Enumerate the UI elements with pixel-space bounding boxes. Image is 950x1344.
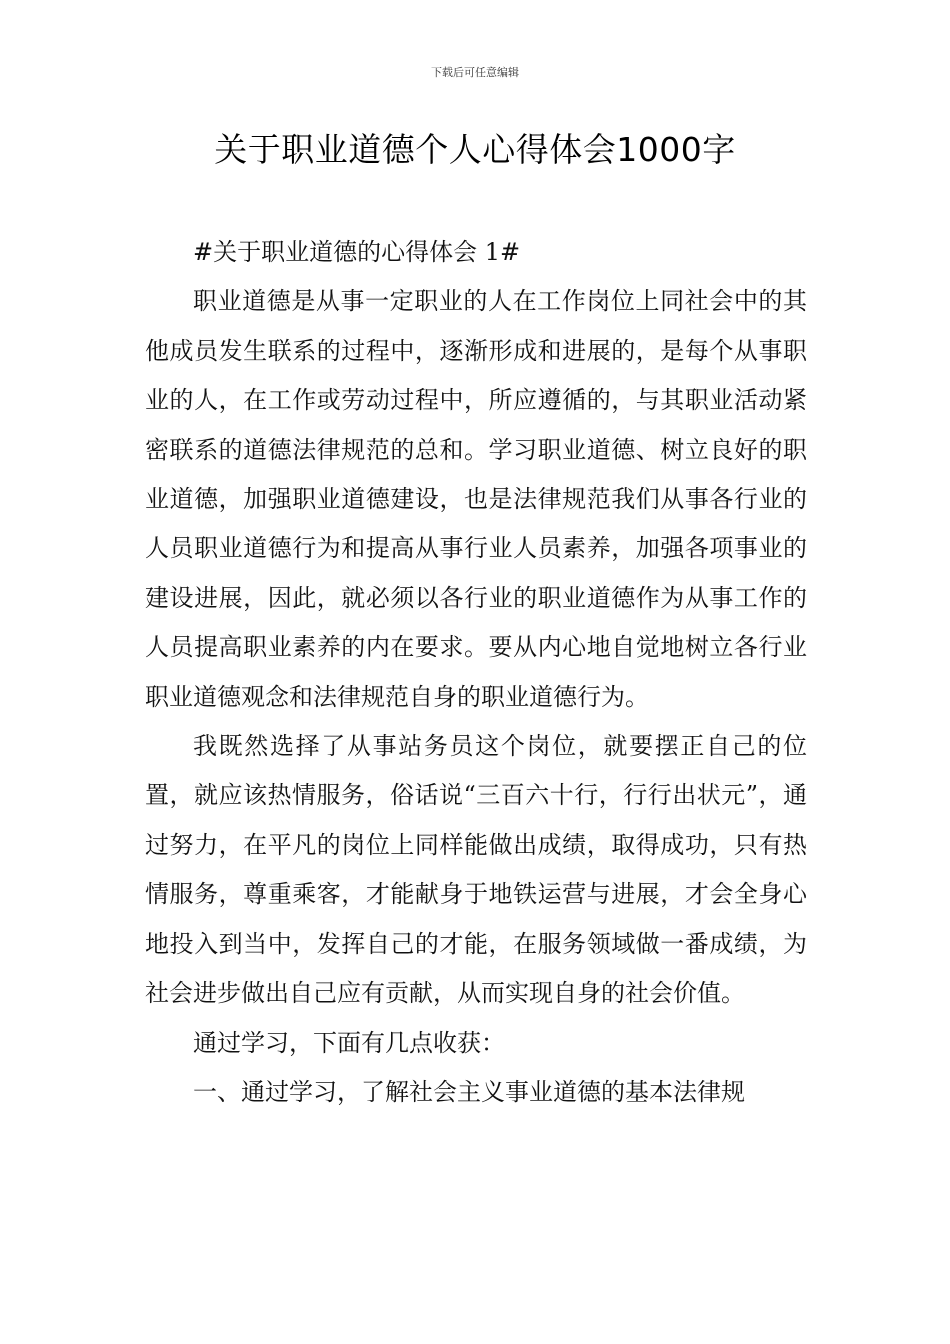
header-note: 下载后可任意编辑 — [431, 66, 519, 79]
body-paragraph: 职业道德是从事一定职业的人在工作岗位上同社会中的其他成员发生联系的过程中，逐渐形成和进展的，是每个从事职业的人，在工作或劳动过程中，所应遵循的，与其职业活动紧密联系的道德法律规范的总和。学习职业道德、树立良好的职业道德，加强职业道德建设，也是法律规范我们从事各行业的人员职业道德行为和提高从事行业人员素养，加强各项事业的建设进展，因此，就必须以各行业的职业道德作为从事工作的人员提高职业素养的内在要求。要从内心地自觉地树立各行业职业道德观念和法律规范自身的职业道德行为。 — [145, 287, 807, 711]
document-body — [145, 228, 807, 1117]
section-heading: #关于职业道德的心得体会 1# — [193, 238, 521, 266]
document-title: 关于职业道德个人心得体会1000字 — [214, 130, 736, 169]
body-paragraph: 通过学习，下面有几点收获： — [193, 1028, 505, 1057]
body-paragraph: 一、通过学习，了解社会主义事业道德的基本法律规 — [193, 1077, 745, 1106]
body-paragraph: 我既然选择了从事站务员这个岗位，就要摆正自己的位置，就应该热情服务，俗话说“三百六十行，行行出状元”，通过努力，在平凡的岗位上同样能做出成绩，取得成功，只有热情服务，尊重乘客，才能献身于地铁运营与进展，才会全身心地投入到当中，发挥自己的才能，在服务领域做一番成绩，为社会进步做出自己应有贡献，从而实现自身的社会价值。 — [145, 732, 807, 1008]
